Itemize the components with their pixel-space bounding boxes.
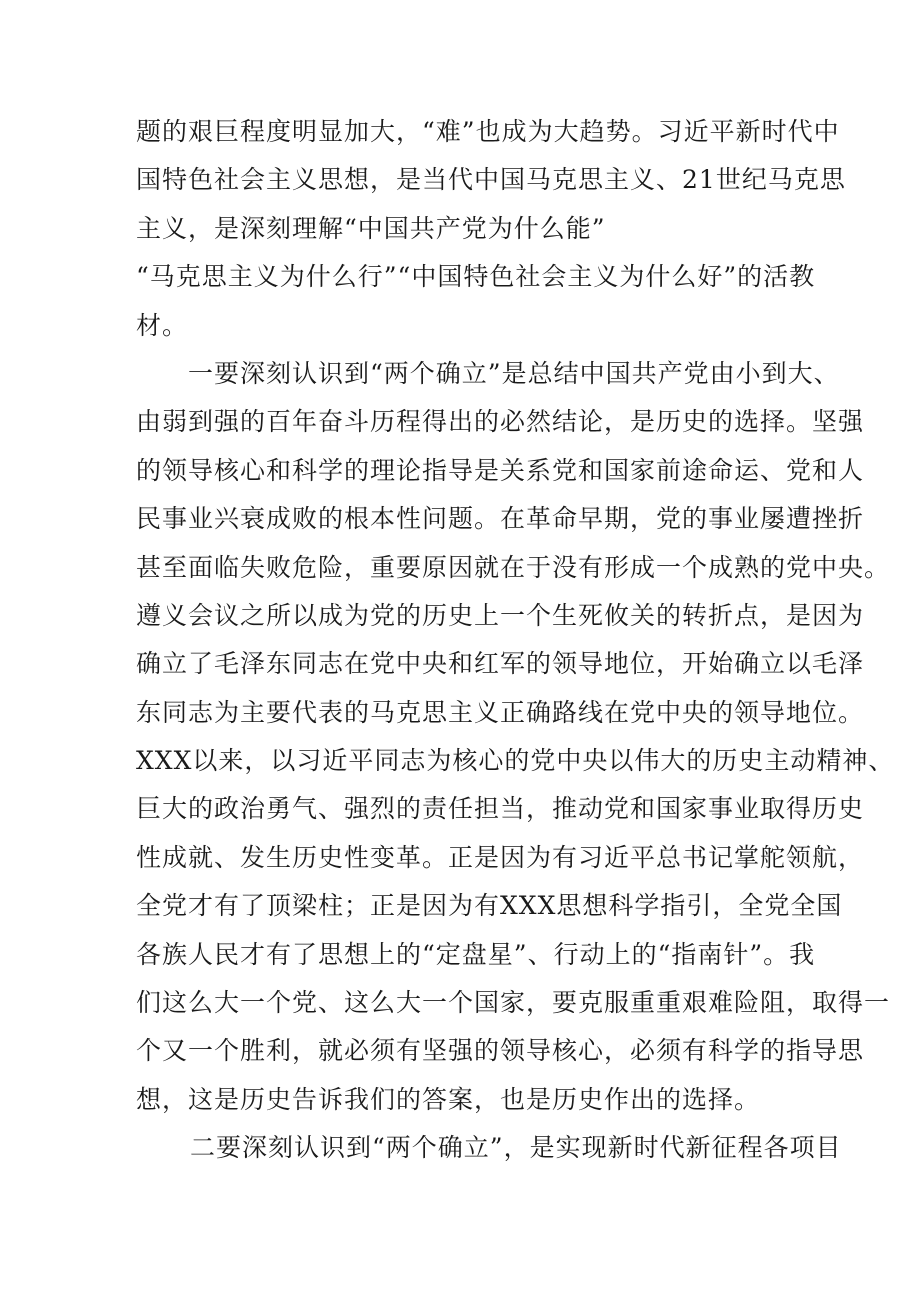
- text-line: 材。: [136, 310, 189, 340]
- text-line: 由弱到强的百年奋斗历程得出的必然结论，是历史的选择。坚强: [136, 407, 865, 437]
- text-line: 国特色社会主义思想，是当代中国马克思主义、21世纪马克思: [136, 165, 846, 195]
- text-line: 们这么大一个党、这么大一个国家，要克服重重艰难险阻，取得一: [136, 988, 891, 1018]
- text-line: 全党才有了顶梁柱；正是因为有XXX思想科学指引，全党全国: [136, 891, 843, 921]
- text-line: 民事业兴衰成败的根本性问题。在革命早期，党的事业屡遭挫折: [136, 504, 865, 534]
- text-line: 东同志为主要代表的马克思主义正确路线在党中央的领导地位。: [136, 697, 865, 727]
- text-line: 主义，是深刻理解“中国共产党为什么能”: [136, 213, 606, 243]
- text-line: 各族人民才有了思想上的“定盘星”、行动上的“指南针”。我: [136, 939, 816, 969]
- body-text: [136, 108, 895, 1173]
- text-line: XXX以来，以习近平同志为核心的党中央以伟大的历史主动精神、: [136, 746, 895, 776]
- paragraph-start-line: 二要深刻认识到“两个确立”，是实现新时代新征程各项目: [190, 1133, 842, 1163]
- text-line: 性成就、发生历史性变革。正是因为有习近平总书记掌舵领航，: [136, 842, 865, 872]
- text-line: 想，这是历史告诉我们的答案，也是历史作出的选择。: [136, 1084, 761, 1114]
- text-line: 甚至面临失败危险，重要原因就在于没有形成一个成熟的党中央。: [136, 552, 891, 582]
- paragraph-start-line: 一要深刻认识到“两个确立”是总结中国共产党由小到大、: [188, 358, 840, 388]
- text-line: 题的艰巨程度明显加大，“难”也成为大趋势。习近平新时代中: [136, 117, 840, 146]
- text-line: 确立了毛泽东同志在党中央和红军的领导地位，开始确立以毛泽: [136, 649, 865, 679]
- text-line: 遵义会议之所以成为党的历史上一个生死攸关的转折点，是因为: [136, 600, 865, 630]
- text-line: 的领导核心和科学的理论指导是关系党和国家前途命运、党和人: [136, 455, 865, 485]
- text-line: 巨大的政治勇气、强烈的责任担当，推动党和国家事业取得历史: [136, 794, 865, 824]
- text-line: “马克思主义为什么行”“中国特色社会主义为什么好”的活教: [136, 262, 816, 292]
- text-line: 个又一个胜利，就必须有坚强的领导核心，必须有科学的指导思: [136, 1036, 865, 1066]
